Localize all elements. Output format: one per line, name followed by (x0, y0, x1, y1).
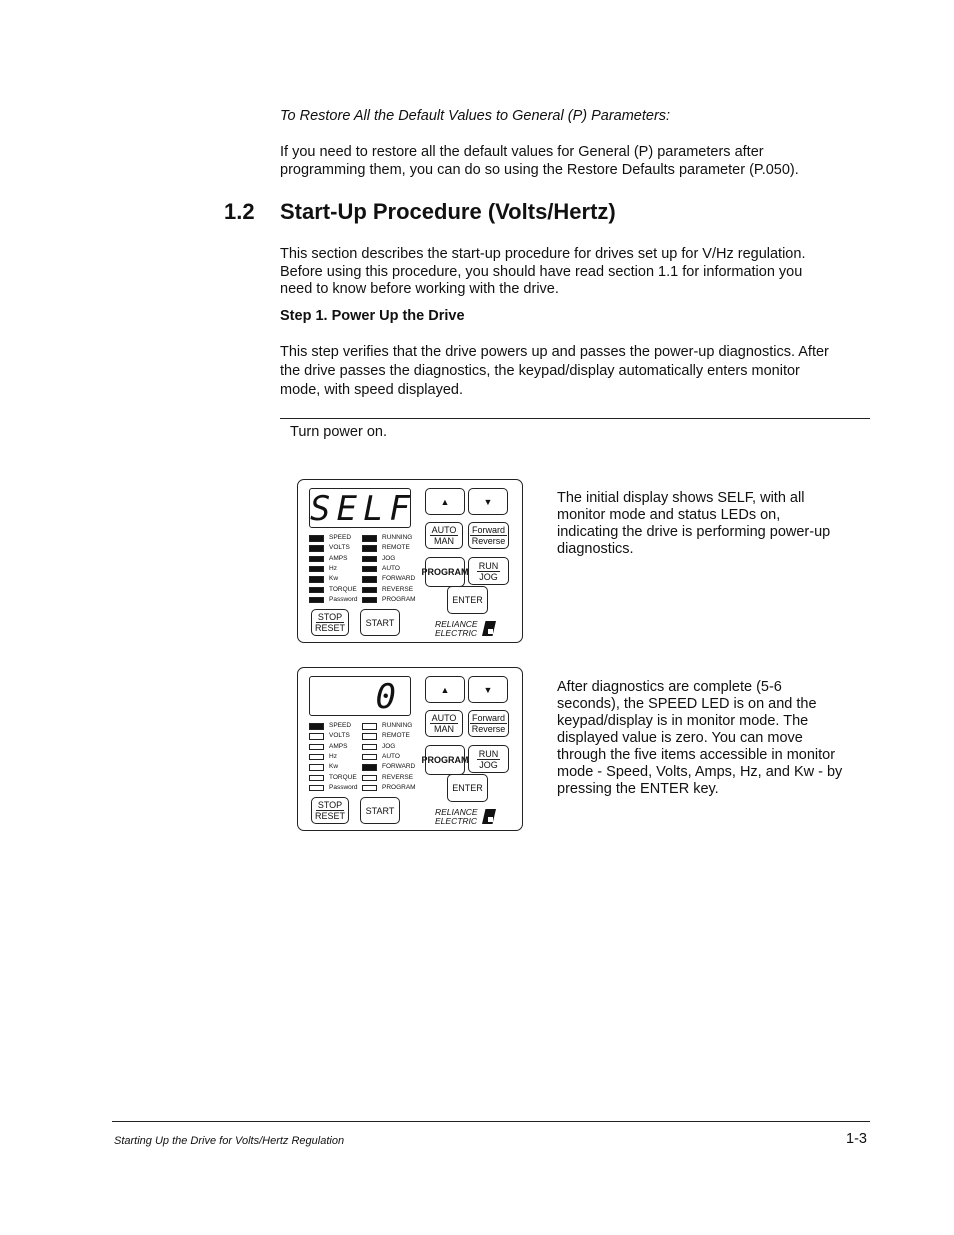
button-label: Forward (471, 713, 505, 723)
led-label: TORQUE (329, 773, 357, 781)
button-label: RESET (314, 623, 345, 633)
led-indicator (309, 744, 324, 751)
button-label: Forward (471, 525, 505, 535)
button-label: STOP (317, 612, 343, 622)
down-arrow-button[interactable] (468, 488, 508, 515)
led-indicator (309, 566, 324, 573)
text-line: monitor mode and status LEDs on, (557, 507, 781, 523)
led-indicator (362, 775, 377, 782)
button-label: JOG (479, 759, 498, 770)
section-title: Start-Up Procedure (Volts/Hertz) (280, 199, 616, 224)
button-label: Reverse (471, 724, 506, 734)
text-line: diagnostics. (557, 541, 634, 557)
button-label: AUTO (431, 525, 457, 535)
text-line: through the five items accessible in monitor (557, 747, 836, 763)
button-label: STOP (317, 800, 343, 810)
led-label: SPEED (329, 722, 352, 729)
keypad-figure-self (297, 479, 523, 643)
up-arrow-icon: ▲ (440, 496, 450, 507)
led-display: 0 (309, 676, 411, 716)
button-label: START (365, 617, 395, 628)
led-label: FORWARD (382, 763, 416, 771)
run-jog-button[interactable] (468, 557, 509, 585)
up-arrow-button[interactable] (425, 676, 465, 703)
led-label: REMOTE (382, 544, 410, 552)
stop-reset-button[interactable] (311, 797, 349, 824)
led-indicator (309, 597, 324, 604)
text-line: Before using this procedure, you should have read section 1.1 for information you (280, 263, 803, 280)
text-line: This section describes the start-up procedure for drives set up for V/Hz regulation. (280, 246, 806, 262)
figure-description (557, 490, 862, 558)
text-line: seconds), the SPEED LED is on and the (557, 696, 817, 712)
section-paragraph (280, 246, 870, 299)
led-label: PROGRAM (382, 783, 416, 791)
led-label: TORQUE (329, 585, 357, 593)
step-title: Step 1. Power Up the Drive (280, 308, 465, 324)
forward-reverse-button[interactable] (468, 710, 509, 737)
led-indicator (309, 775, 324, 782)
led-label: Kw (329, 575, 339, 583)
button-label: MAN (434, 536, 454, 546)
text-line: the drive passes the diagnostics, the keypad/display automatically enters monitor (280, 363, 800, 379)
restore-defaults-paragraph (280, 144, 860, 179)
brand-logo-text (435, 808, 478, 826)
led-indicator (362, 587, 377, 594)
start-button[interactable] (360, 797, 400, 824)
button-label: PROGRAM (421, 567, 469, 577)
figure-description (557, 679, 862, 798)
button-label: PROGRAM (421, 755, 469, 765)
button-label: RESET (314, 811, 345, 821)
led-label: SPEED (329, 534, 352, 541)
program-button[interactable] (421, 557, 469, 587)
text-line: keypad/display is in monitor mode. The (557, 713, 809, 729)
led-indicator (362, 723, 377, 730)
led-label: AMPS (329, 742, 348, 750)
led-label: PROGRAM (382, 595, 416, 603)
led-indicator (309, 764, 324, 771)
brand-line: RELIANCE (435, 807, 478, 817)
text-line: The initial display shows SELF, with all (557, 490, 805, 506)
reliance-logo-icon (482, 621, 496, 636)
led-label: Hz (329, 564, 337, 572)
led-indicator (362, 597, 377, 604)
led-label: JOG (382, 554, 396, 562)
down-arrow-button[interactable] (468, 676, 508, 703)
divider (280, 418, 870, 419)
program-button[interactable] (421, 745, 469, 775)
led-label: Password (329, 783, 358, 791)
text-line: displayed value is zero. You can move (557, 730, 803, 746)
led-indicator (362, 754, 377, 761)
led-indicator (309, 545, 324, 552)
led-label: REVERSE (382, 773, 414, 781)
button-label: AUTO (431, 713, 457, 723)
text-line: pressing the ENTER key. (557, 781, 719, 797)
run-jog-button[interactable] (468, 745, 509, 773)
forward-reverse-button[interactable] (468, 522, 509, 549)
text-line: need to know before working with the drive. (280, 281, 559, 297)
button-label: MAN (434, 724, 454, 734)
led-indicator (309, 535, 324, 542)
led-indicator (362, 566, 377, 573)
led-label: RUNNING (382, 534, 413, 541)
restore-defaults-heading: To Restore All the Default Values to General (P) Parameters: (280, 108, 671, 124)
led-display: SELF (310, 489, 416, 529)
auto-man-button[interactable] (425, 710, 463, 737)
led-indicator (362, 744, 377, 751)
section-number: 1.2 (224, 199, 255, 224)
text-line: mode - Speed, Volts, Amps, Hz, and Kw - by (557, 764, 843, 780)
led-label: REVERSE (382, 585, 414, 593)
led-indicator (309, 556, 324, 563)
reliance-logo-icon (482, 809, 496, 824)
down-arrow-icon: ▼ (483, 496, 493, 507)
led-label: VOLTS (329, 732, 350, 740)
text-line: indicating the drive is performing power-up (557, 524, 831, 540)
led-label: AMPS (329, 554, 348, 562)
brand-line: RELIANCE (435, 619, 478, 629)
button-label: JOG (479, 571, 498, 582)
led-label: JOG (382, 742, 396, 750)
led-indicator (309, 733, 324, 740)
button-label: RUN (478, 748, 499, 759)
led-indicator (362, 535, 377, 542)
button-label: ENTER (452, 783, 483, 793)
keypad-figure-monitor (297, 667, 523, 831)
led-indicator (362, 576, 377, 583)
page-number: 1-3 (846, 1131, 867, 1147)
text-line: After diagnostics are complete (5-6 (557, 679, 782, 695)
auto-man-button[interactable] (425, 522, 463, 549)
led-label: VOLTS (329, 544, 350, 552)
led-indicator (309, 576, 324, 583)
led-indicator (362, 545, 377, 552)
led-label: Hz (329, 752, 337, 760)
text-line: programming them, you can do so using the Restore Defaults parameter (P.050). (280, 161, 799, 178)
led-label: FORWARD (382, 575, 416, 583)
brand-line: ELECTRIC (435, 816, 478, 826)
led-label: AUTO (382, 752, 400, 760)
footer-divider (112, 1121, 870, 1122)
stop-reset-button[interactable] (311, 609, 349, 636)
button-label: START (365, 805, 395, 816)
button-label: Reverse (471, 536, 506, 546)
led-indicator (309, 587, 324, 594)
button-label: RUN (478, 560, 499, 571)
led-indicator (362, 733, 377, 740)
led-label: AUTO (382, 564, 400, 572)
enter-button[interactable] (447, 774, 488, 802)
up-arrow-icon: ▲ (440, 684, 450, 695)
text-line: This step verifies that the drive powers up and passes the power-up diagnostics. After (280, 344, 829, 360)
start-button[interactable] (360, 609, 400, 636)
led-indicator (309, 754, 324, 761)
led-label: Kw (329, 763, 339, 771)
footer-chapter-title: Starting Up the Drive for Volts/Hertz Regulation (114, 1135, 345, 1147)
text-line: mode, with speed displayed. (280, 382, 463, 398)
button-label: ENTER (452, 595, 483, 605)
led-indicator (362, 556, 377, 563)
led-label: Password (329, 595, 358, 603)
brand-logo-text (435, 620, 478, 638)
led-indicator (362, 785, 377, 792)
text-line: If you need to restore all the default values for General (P) parameters after (280, 144, 764, 160)
led-indicator (362, 764, 377, 771)
step-paragraph (280, 343, 870, 400)
instruction-text: Turn power on. (290, 424, 387, 440)
led-indicator (309, 785, 324, 792)
led-label: RUNNING (382, 722, 413, 729)
up-arrow-button[interactable] (425, 488, 465, 515)
enter-button[interactable] (447, 586, 488, 614)
led-label: REMOTE (382, 732, 410, 740)
brand-line: ELECTRIC (435, 628, 478, 638)
down-arrow-icon: ▼ (483, 684, 493, 695)
led-indicator (309, 723, 324, 730)
